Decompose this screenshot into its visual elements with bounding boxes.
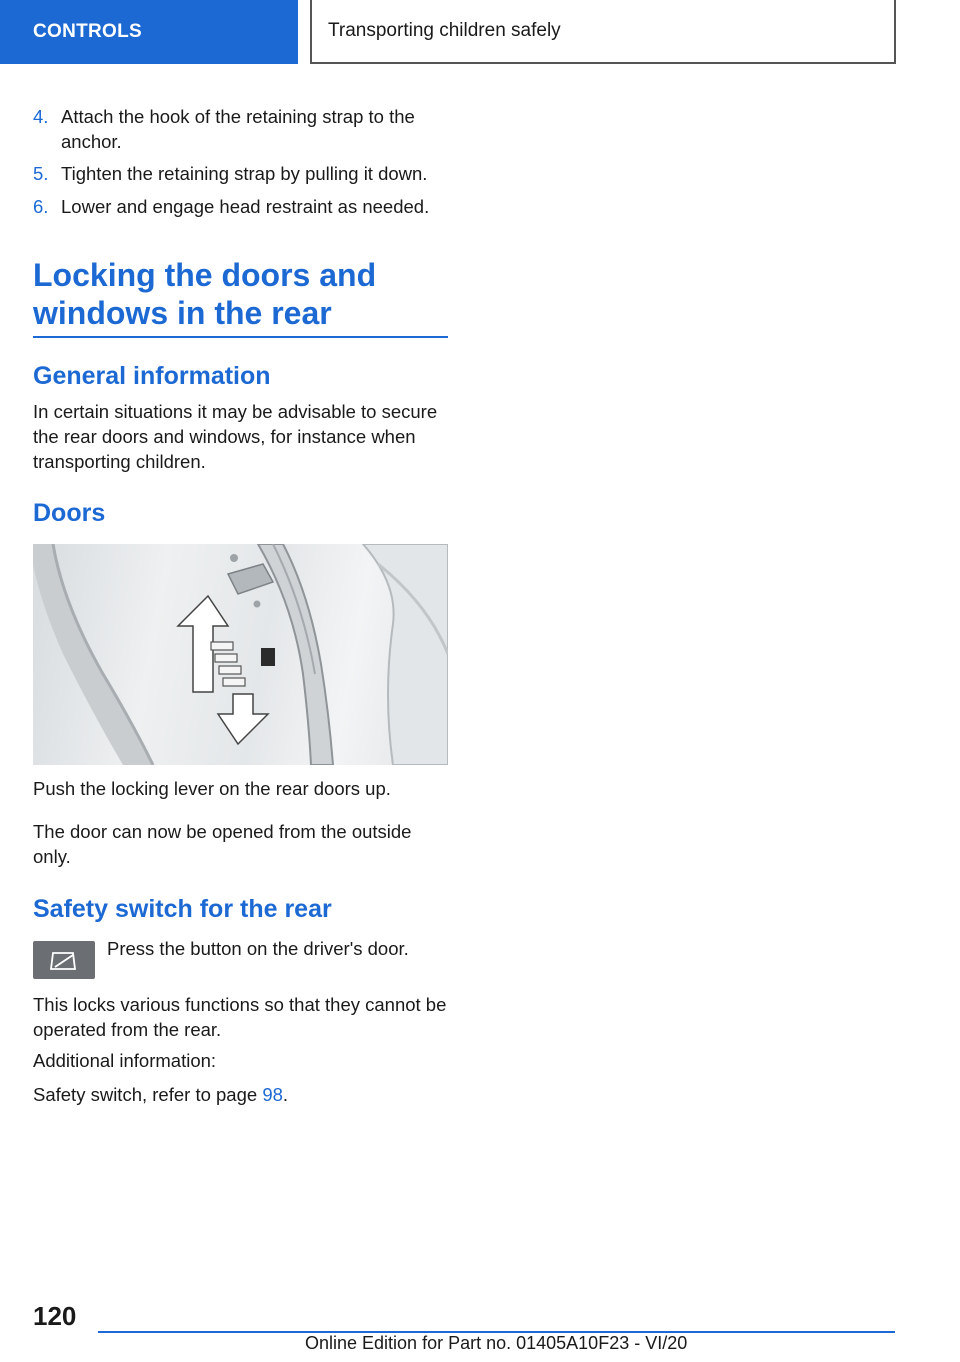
safety-text: This locks various functions so that they cannot be operated from the rear.	[33, 994, 447, 1040]
section-tab	[0, 0, 298, 64]
safety-heading: Safety switch for the rear	[33, 895, 332, 923]
step-item	[33, 194, 448, 219]
chapter-header	[310, 0, 896, 64]
safety-button-text: Press the button on the driver's door.	[107, 938, 409, 959]
step-number: 6.	[33, 196, 49, 217]
doors-heading: Doors	[33, 499, 106, 527]
page-link[interactable]: 98	[262, 1084, 283, 1105]
chapter-title: Transporting children safely	[328, 20, 561, 41]
step-text: Tighten the retaining strap by pulling it down.	[61, 163, 428, 184]
door-lock-lever-icon	[33, 544, 448, 765]
safety-reference	[33, 1082, 448, 1107]
page-number: 120	[33, 1301, 77, 1331]
step-number: 5.	[33, 163, 49, 184]
step-text: Attach the hook of the retaining strap to the anchor.	[61, 106, 415, 152]
reference-suffix: .	[282, 1084, 289, 1105]
doors-instruction: Push the locking lever on the rear doors up.	[33, 778, 391, 799]
reference-prefix: Safety switch, refer to page	[33, 1084, 263, 1105]
additional-info-label: Additional information:	[33, 1050, 217, 1071]
step-text: Lower and engage head restraint as needed.	[61, 196, 430, 217]
general-text: In certain situations it may be advisable to secure the rear doors and windows, for instance when transporting children.	[33, 401, 438, 472]
main-heading: Locking the doors and windows in the rear	[33, 256, 448, 338]
door-lock-illustration	[33, 544, 448, 765]
doors-result: The door can now be opened from the outside only.	[33, 821, 412, 867]
safety-switch-icon	[33, 941, 95, 979]
step-item	[33, 161, 448, 186]
step-number: 4.	[33, 106, 49, 127]
general-heading: General information	[33, 362, 271, 390]
section-label: CONTROLS	[33, 21, 143, 42]
edition-text: Online Edition for Part no. 01405A10F23 - VI/20	[305, 1333, 688, 1353]
step-item	[33, 104, 448, 154]
